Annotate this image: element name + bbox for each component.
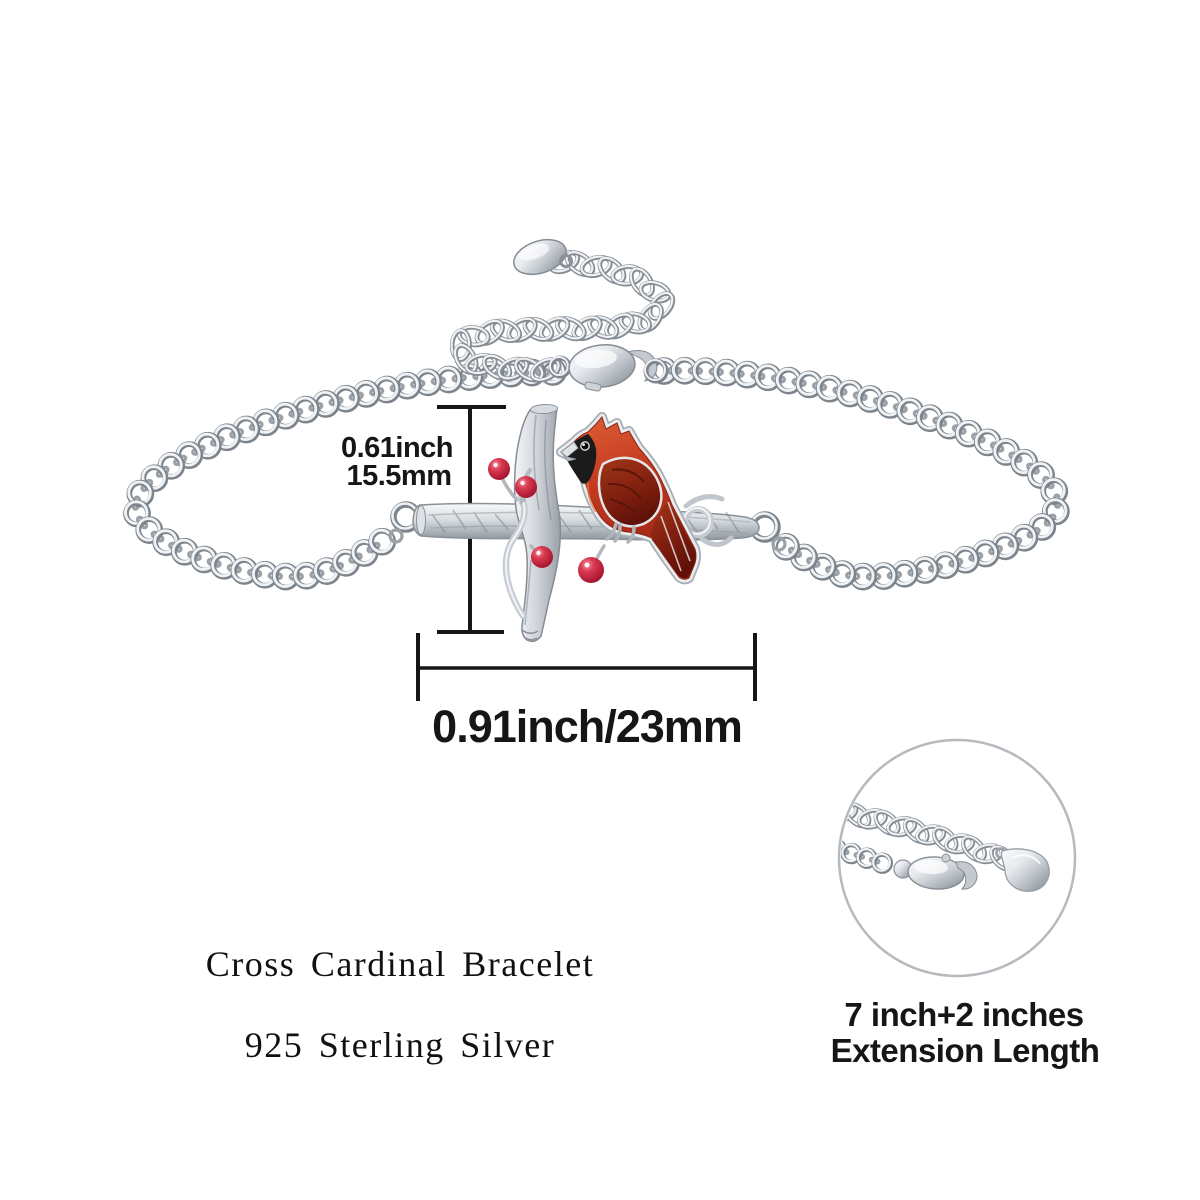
product-title: Cross Cardinal Bracelet [205, 944, 595, 984]
pendant-width-measure-lines [418, 633, 755, 701]
inset-detail [827, 740, 1075, 976]
pendant-height-mm-label: 15.5mm [346, 460, 452, 492]
lobster-clasp [550, 342, 666, 392]
pendant-height-inch-label: 0.61inch [340, 432, 454, 464]
cardinal-bird [561, 417, 696, 579]
extension-length-line2: Extension Length [830, 1032, 1100, 1069]
pendant-width-label: 0.91inch/23mm [432, 701, 742, 752]
bird-eye [581, 442, 589, 450]
product-material: 925 Sterling Silver [244, 1025, 556, 1065]
extension-length-line1: 7 inch+2 inches [844, 996, 1084, 1033]
